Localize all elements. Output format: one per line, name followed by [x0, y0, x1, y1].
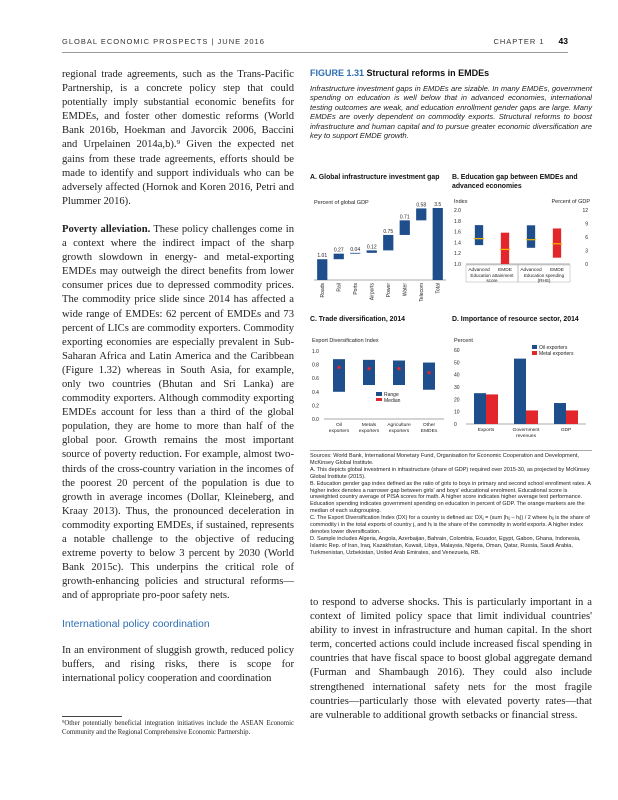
panel-b-left-tick-label: 1.4	[454, 240, 461, 247]
panel-c-median-marker	[338, 366, 341, 369]
chart-a	[310, 196, 450, 304]
right-text-column	[310, 596, 592, 723]
panel-d-tick-label: 0	[454, 422, 457, 428]
panel-c	[310, 316, 450, 444]
panel-c-tick-label: 0.6	[312, 376, 319, 383]
panel-a-axis-label: Percent of global GDP	[314, 200, 369, 206]
running-header-right	[493, 36, 568, 46]
chart-c	[310, 333, 450, 448]
panel-c-median-marker	[428, 371, 431, 374]
panel-c-tick-label: 1.0	[312, 349, 319, 355]
panel-b-right-axis-label: Percent of GDP	[551, 199, 590, 205]
panel-c-category-label-line1: Oil	[336, 423, 342, 428]
panel-a-bar	[383, 235, 393, 250]
panel-d-bar	[566, 410, 578, 424]
source-note-a: A. This depicts global investment in infrastructure (share of GDP) required over 2015-30, as projected by McKinsey Global Institute (2015).	[310, 466, 590, 480]
panel-b-group-label-line2: (RHS)	[537, 278, 551, 283]
panel-a-bar	[433, 208, 443, 280]
panel-d-category-label-line1: Exports	[477, 428, 495, 433]
paragraph-trade: regional trade agreements, such as the Trans-Pacific Partnership, is a concrete policy step that could potentially imply substantial economic benefits for EMDEs, and foster other domestic reforms (World Bank 2016b, Hoekman and Javorcik 2006, Baccini and Urpelainen 2014a,b).⁹ Given the expected net gains from these trade agreements, efforts should be made to identify and support individuals who can be adversely affected (Hornok and Koren 2016, Petri and Plummer 2016).	[62, 69, 294, 207]
panel-b-title: B. Education gap between EMDEs and advanced economies	[452, 174, 578, 190]
panel-a-category-label: Power	[385, 283, 392, 298]
panel-c-category-label-line1: Other	[422, 423, 436, 428]
source-note-c: C. The Export Diversification Index (DX) for a country is defined as: DXⱼ = (sum |hᵢⱼ – hᵢ|) / 2 where hᵢⱼ is the share of commodity i in the total exports of country j, and hᵢ is the share of the commodity in world exports. A higher index denotes lower diversification.	[310, 515, 590, 535]
panel-a-data-label: 0.04	[350, 246, 361, 253]
figure-description: Infrastructure investment gaps in EMDEs are sizable. In many EMDEs, government spending on education is well below that in advanced economies, international testing outcomes are weak, and education enrollment gender gaps are large. Many EMDEs are overly dependent on commodity exports. Structural reforms to boost infrastructure and human capital and to pursue greater economic diversification are key to support EMDE growth.	[310, 84, 592, 141]
panel-a-bar	[367, 250, 377, 252]
panel-a-category-label: Airports	[369, 283, 376, 301]
panel-d-title: D. Importance of resource sector, 2014	[452, 316, 579, 323]
panel-c-legend-label: Median	[384, 398, 401, 404]
panel-d-legend-label: Metal exporters	[539, 351, 574, 357]
panel-d-bar	[526, 410, 538, 424]
panel-c-category-label-line2: exporters	[328, 429, 350, 434]
paragraph-poverty	[62, 223, 294, 604]
figure-title-text: Structural reforms in EMDEs	[366, 68, 490, 78]
panel-c-category-label-line2: EMDEs	[420, 429, 438, 434]
panel-b-median-marker	[474, 238, 484, 239]
source-note-b: B. Education gender gap index defined as the ratio of girls to boys in primary and second school enrollment rates. A higher index denotes a narrower gap between girls' and boys' educational enrolment. Educational score is unweighted country average of PISA scores for math. A higher score indicates higher average test performance. Education spending indicates government spending on education in percent of GDP. The orange markers are the median of each subgrouping.	[310, 480, 591, 515]
panel-a-data-label: 0.71	[399, 214, 410, 221]
panel-a-data-label: 0.12	[366, 244, 377, 251]
panel-c-tick-label: 0.4	[312, 389, 319, 396]
panel-a-bar	[350, 253, 360, 254]
panel-c-legend-swatch-median	[376, 398, 382, 401]
panel-b-range-bar	[553, 228, 561, 257]
panel-b-range-bar	[475, 225, 483, 245]
panel-b	[452, 174, 592, 302]
panel-d	[452, 316, 592, 444]
chapter-label: CHAPTER 1	[493, 37, 545, 46]
panel-c-legend-label: Range	[384, 392, 399, 398]
panel-c-median-marker	[398, 367, 401, 370]
panel-b-right-tick-label: 3	[585, 248, 588, 255]
page-number: 43	[558, 36, 568, 46]
figure-title	[310, 68, 592, 78]
panel-d-category-label-line1: Government	[512, 428, 540, 433]
chart-d	[452, 336, 592, 448]
panel-b-category-label: Advanced	[468, 268, 490, 273]
panel-b-left-tick-label: 1.2	[454, 251, 461, 258]
panel-b-right-tick-label: 6	[585, 235, 588, 241]
panel-b-left-tick-label: 2.0	[454, 208, 461, 214]
panel-b-group-label-line1: Education spending	[523, 273, 565, 278]
panel-a-data-label: 3.5	[434, 202, 442, 208]
panel-c-tick-label: 0.2	[312, 403, 319, 410]
panel-b-median-marker	[526, 239, 536, 240]
panel-d-legend-label: Oil exporters	[539, 345, 568, 351]
paragraph-coordination: In an environment of sluggish growth, reduced policy buffers, and rising risks, there is scope for international policy cooperation and coordination	[62, 644, 294, 684]
paragraph-body: These policy challenges come in a context where the indirect impact of the sharp growth slowdown in energy- and metal-exporting EMDEs may outweigh the direct benefits from lower consumer prices due to depressed commodity prices. The commodity price slide since 2014 has affected a wide range of EMDEs: 62 percent of EMDEs and 73 percent of LICs are commodity exporters. Commodity exporting economies are especially prevalent in Sub-Saharan Africa and Latin America and the Caribbean (Figure 1.32) whereas in South Asia, for example, only two countries (Bhutan and Sri Lanka) are commodity exporters. Although commodity exporting EMDEs account for less than a third of the global population, they are home to more than half of the global poor. Growth remains the most important source of poverty reduction. For example, almost two-thirds of the cross-country variation in the incomes of the poorest 20 percent of the population is due to growth in average incomes (Dollar, Kleineberg, and Kraay 2013). Thus, the pronounced deceleration in commodity exporting EMDEs, if sustained, represents a notable challenge to the objective of reducing extreme poverty to below 3 percent by 2030 (World Bank 2015c). This underpins the critical role of growth-enhancing policies and structural reforms—and of appropriate pro-poor safety nets.	[62, 223, 294, 602]
panel-d-tick-label: 60	[454, 348, 460, 354]
panel-d-category-label-line1: GDP	[560, 428, 572, 433]
panel-b-group-label-line2: score	[486, 278, 498, 283]
panel-a-bar	[334, 254, 344, 260]
source-note-d: D. Sample includes Algeria, Angola, Azerbaijan, Bahrain, Colombia, Ecuador, Egypt, Gabon, Ghana, Indonesia, Islamic Rep. of Iran, Iraq, Kazakhstan, Kuwait, Libya, Malaysia, Nigeria, Oman, Qatar, Russia, Saudi Arabia, Turkmenistan, Uzbekistan, United Arab Emirates, and Venezuela, RB.	[310, 535, 581, 556]
panel-c-category-label-line1: Agriculture	[387, 423, 411, 428]
panel-d-tick-label: 40	[454, 372, 460, 379]
panel-b-category-label: Advanced	[520, 268, 542, 273]
panel-d-bar	[486, 394, 498, 424]
running-header	[62, 37, 568, 51]
panel-a-data-label: 1.01	[317, 253, 328, 260]
panel-d-tick-label: 20	[454, 397, 460, 404]
panel-a-category-label: Rail	[336, 283, 343, 292]
running-header-title: GLOBAL ECONOMIC PROSPECTS | JUNE 2016	[62, 37, 265, 46]
panel-c-tick-label: 0.8	[312, 362, 319, 369]
panel-a-data-label: 0.58	[416, 202, 427, 209]
figure-header	[310, 68, 592, 140]
panel-a-data-label: 0.27	[333, 247, 344, 254]
panel-d-legend-swatch	[532, 351, 537, 355]
panel-b-right-tick-label: 12	[582, 208, 588, 214]
panel-a-category-label: Roads	[319, 283, 326, 298]
panel-b-median-marker	[500, 249, 510, 250]
panel-b-left-tick-label: 1.0	[454, 262, 461, 268]
panel-b-left-tick-label: 1.6	[454, 229, 461, 236]
panel-d-tick-label: 50	[454, 360, 460, 367]
figure-sources	[310, 450, 592, 557]
panel-c-category-label-line2: exporters	[388, 429, 410, 434]
panel-c-range-bar	[423, 363, 435, 390]
panel-a-category-label: Ports	[352, 283, 359, 295]
panel-d-bar	[514, 359, 526, 424]
panel-a-data-label: 0.75	[383, 228, 394, 235]
panel-c-legend-swatch-range	[376, 392, 382, 396]
panel-d-legend-swatch	[532, 345, 537, 349]
panel-c-range-bar	[393, 361, 405, 385]
panel-c-range-bar	[363, 360, 375, 385]
panel-d-bar	[554, 403, 566, 424]
panel-d-tick-label: 30	[454, 385, 460, 391]
panel-a-bar	[400, 220, 410, 235]
panel-a-bar	[317, 259, 327, 280]
left-text-column	[62, 68, 294, 700]
panel-c-range-bar	[333, 359, 345, 392]
sources-line: Sources: World Bank, International Monetary Fund, Organisation for Economic Cooperation and Development, McKinsey Global Institute.	[310, 453, 579, 466]
panel-a	[310, 174, 450, 302]
panel-c-category-label-line2: exporters	[358, 429, 380, 434]
paragraph-adverse-shocks: to respond to adverse shocks. This is particularly important in a context of limited policy space that limit individual countries' ability to invest in infrastructure and human capital. In the short term, concerted actions could include increased fiscal spending in countries that have fiscal space to boost global aggregate demand (Furman and Shambaugh 2016). They could also include strengthened international safety nets for the most fragile countries—particularly those with elevated poverty rates—that are vulnerable to additional growth setbacks or financial stress.	[310, 597, 592, 721]
panel-a-category-label: Total	[435, 283, 442, 294]
panel-d-bar	[474, 393, 486, 424]
panel-a-category-label: Water	[402, 283, 409, 297]
panel-d-tick-label: 10	[454, 409, 460, 416]
figure-number: FIGURE 1.31	[310, 68, 365, 78]
header-rule	[62, 52, 568, 53]
panel-c-median-marker	[368, 367, 371, 370]
paragraph-lead: Poverty alleviation.	[62, 223, 151, 235]
panel-c-category-label-line1: Metals	[361, 423, 377, 428]
panel-b-category-label: EMDE	[550, 268, 564, 273]
panel-a-category-label: Telecom	[418, 283, 425, 302]
panel-b-range-bar	[501, 233, 509, 264]
panel-d-category-label-line2: revenues	[515, 434, 537, 439]
panel-b-group-label-line1: Education attainment	[470, 273, 514, 278]
panel-a-title: A. Global infrastructure investment gap	[310, 174, 440, 181]
panel-b-left-axis-label: Index	[454, 199, 468, 205]
panel-a-bar	[416, 208, 426, 220]
panel-b-right-tick-label: 0	[585, 262, 588, 268]
panel-c-tick-label: 0.0	[312, 417, 319, 423]
panel-b-right-tick-label: 9	[585, 221, 588, 228]
panel-d-axis-label: Percent	[454, 338, 473, 344]
footnote-rule	[62, 716, 122, 717]
panel-c-title: C. Trade diversification, 2014	[310, 316, 405, 323]
panel-b-left-tick-label: 1.8	[454, 218, 461, 225]
footnote: ⁹Other potentially beneficial integration initiatives include the ASEAN Economic Community and the Regional Comprehensive Economic Partnership.	[62, 720, 294, 736]
section-subheading: International policy coordination	[62, 618, 210, 631]
panel-b-range-bar	[527, 225, 535, 248]
panel-c-axis-label: Export Diversification Index	[312, 338, 379, 344]
panel-b-median-marker	[552, 243, 562, 244]
panel-b-category-label: EMDE	[498, 268, 512, 273]
chart-b	[452, 196, 592, 304]
